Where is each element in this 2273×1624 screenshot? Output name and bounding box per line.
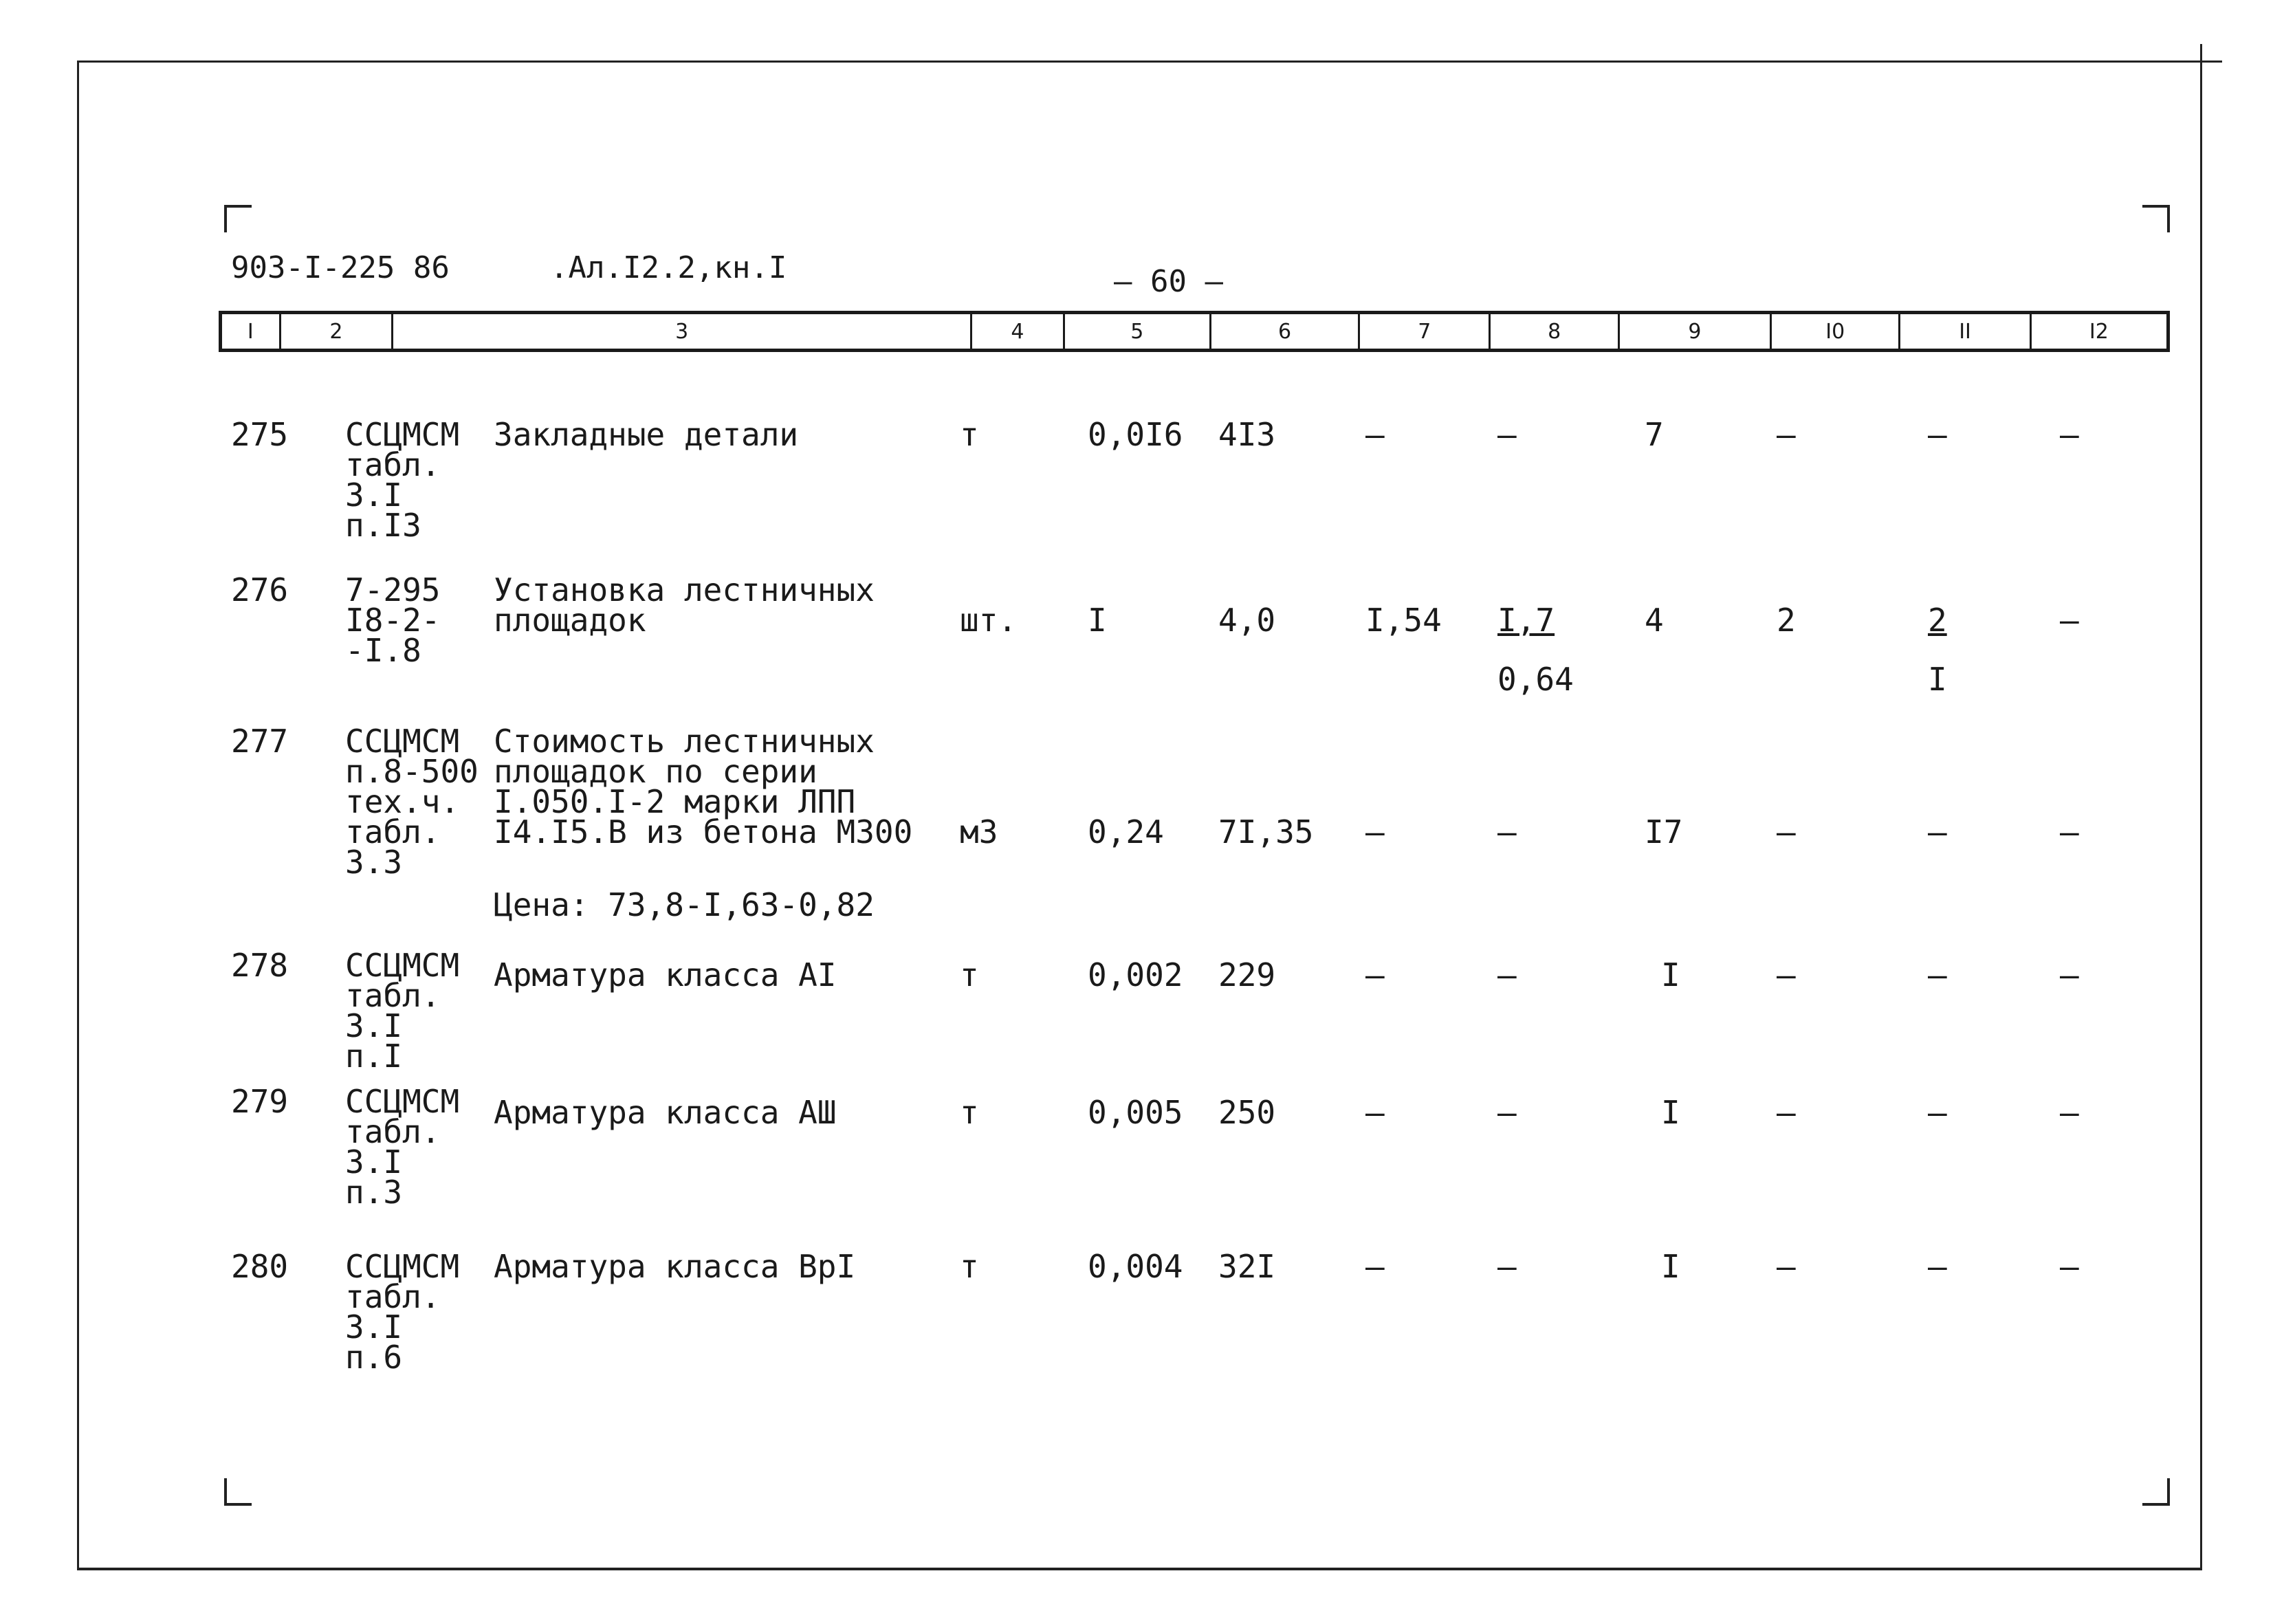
- album-reference: .Ал.I2.2,кн.I: [550, 250, 787, 285]
- column-number: I: [222, 314, 281, 349]
- col-9-value: 7: [1645, 416, 1664, 453]
- col-11-value: –: [1928, 1248, 1947, 1285]
- col-6-value: 4I3: [1218, 416, 1276, 453]
- row-number: 278: [231, 947, 289, 984]
- column-number: II: [1900, 314, 2031, 349]
- col-11-value: –: [1928, 416, 1947, 453]
- quantity: 0,005: [1088, 1094, 1183, 1131]
- frame-left: [77, 61, 79, 1570]
- corner-mark-bottom-right: [2142, 1478, 2170, 1506]
- unit: т: [960, 956, 979, 994]
- column-number: 4: [972, 314, 1065, 349]
- frame-bottom: [77, 1568, 2201, 1570]
- frame-top: [77, 61, 2222, 63]
- col-9-value: I: [1661, 956, 1680, 994]
- row-number: 279: [231, 1083, 289, 1120]
- col-7-value: –: [1365, 956, 1385, 994]
- price-note: Цена: 73,8-I,63-0,82: [494, 886, 875, 923]
- col-9-value: I: [1661, 1094, 1680, 1131]
- row-number: 275: [231, 416, 289, 453]
- col-10-value: –: [1777, 956, 1796, 994]
- col-10-value: –: [1777, 1094, 1796, 1131]
- norm-code: ССЦМСМ п.8-500 тех.ч. табл. 3.3: [345, 723, 479, 881]
- unit: м3: [960, 813, 998, 851]
- col-8-subvalue: 0,64: [1497, 661, 1574, 698]
- norm-code: ССЦМСМ табл. 3.I п.3: [345, 1083, 460, 1211]
- norm-code: 7-295 I8-2- -I.8: [345, 571, 441, 669]
- column-number: 7: [1360, 314, 1491, 349]
- col-12-value: –: [2060, 416, 2079, 453]
- column-number: I0: [1772, 314, 1900, 349]
- column-number: 8: [1491, 314, 1619, 349]
- unit: т: [960, 1094, 979, 1131]
- column-number: 6: [1211, 314, 1360, 349]
- quantity: 0,24: [1088, 813, 1164, 851]
- row-number: 280: [231, 1248, 289, 1285]
- corner-mark-top-right: [2142, 205, 2170, 232]
- column-number: 2: [281, 314, 393, 349]
- col-7-value: –: [1365, 1094, 1385, 1131]
- norm-code: ССЦМСМ табл. 3.I п.I3: [345, 416, 460, 544]
- col-7-value: –: [1365, 1248, 1385, 1285]
- col-8-value: –: [1497, 1248, 1517, 1285]
- col-9-value: I7: [1645, 813, 1683, 851]
- col-7-value: I,54: [1365, 602, 1442, 639]
- column-number: 3: [393, 314, 972, 349]
- col-6-value: 250: [1218, 1094, 1276, 1131]
- col-12-value: –: [2060, 956, 2079, 994]
- row-number: 276: [231, 571, 289, 608]
- work-name: Арматура класса АШ: [494, 1094, 837, 1131]
- col-6-value: 229: [1218, 956, 1276, 994]
- col-12-value: –: [2060, 1248, 2079, 1285]
- col-11-value: 2: [1928, 602, 1947, 639]
- col-11-value: –: [1928, 956, 1947, 994]
- norm-code: ССЦМСМ табл. 3.I п.I: [345, 947, 460, 1075]
- col-10-value: –: [1777, 416, 1796, 453]
- col-12-value: –: [2060, 1094, 2079, 1131]
- col-12-value: –: [2060, 813, 2079, 851]
- col-6-value: 32I: [1218, 1248, 1276, 1285]
- col-8-value: –: [1497, 813, 1517, 851]
- page-number: — 60 —: [1114, 264, 1223, 299]
- col-9-value: I: [1661, 1248, 1680, 1285]
- col-11-value: –: [1928, 1094, 1947, 1131]
- work-name: Арматура класса ВрI: [494, 1248, 856, 1285]
- norm-code: ССЦМСМ табл. 3.I п.6: [345, 1248, 460, 1376]
- col-11-subvalue: I: [1928, 661, 1947, 698]
- unit: шт.: [960, 602, 1018, 639]
- corner-mark-bottom-left: [224, 1478, 252, 1506]
- quantity: I: [1088, 602, 1107, 639]
- col-7-value: –: [1365, 813, 1385, 851]
- document-code: 903-I-225 86: [231, 250, 450, 285]
- col-10-value: 2: [1777, 602, 1796, 639]
- column-number: 5: [1065, 314, 1211, 349]
- quantity: 0,004: [1088, 1248, 1183, 1285]
- col-8-value: –: [1497, 1094, 1517, 1131]
- col-10-value: –: [1777, 813, 1796, 851]
- col-7-value: –: [1365, 416, 1385, 453]
- work-name: Установка лестничных площадок: [494, 571, 875, 639]
- column-number: 9: [1620, 314, 1772, 349]
- col-9-value: 4: [1645, 602, 1664, 639]
- col-8-value: –: [1497, 416, 1517, 453]
- work-name: Закладные детали: [494, 416, 799, 453]
- corner-mark-top-left: [224, 205, 252, 232]
- col-6-value: 7I,35: [1218, 813, 1314, 851]
- frame-right: [2200, 44, 2202, 1570]
- column-number: I2: [2089, 319, 2109, 344]
- col-10-value: –: [1777, 1248, 1796, 1285]
- col-12-value: –: [2060, 602, 2079, 639]
- row-number: 277: [231, 723, 289, 760]
- quantity: 0,002: [1088, 956, 1183, 994]
- work-name: Арматура класса АI: [494, 956, 837, 994]
- unit: т: [960, 1248, 979, 1285]
- col-11-value: –: [1928, 813, 1947, 851]
- col-8-value: –: [1497, 956, 1517, 994]
- work-name: Стоимость лестничных площадок по серии I.050.I-2 марки ЛПП I4.I5.В из бетона М300: [494, 723, 913, 851]
- unit: т: [960, 416, 979, 453]
- col-8-value: I,7: [1497, 602, 1555, 639]
- col-6-value: 4,0: [1218, 602, 1276, 639]
- quantity: 0,0I6: [1088, 416, 1183, 453]
- column-number-strip: [219, 311, 2170, 352]
